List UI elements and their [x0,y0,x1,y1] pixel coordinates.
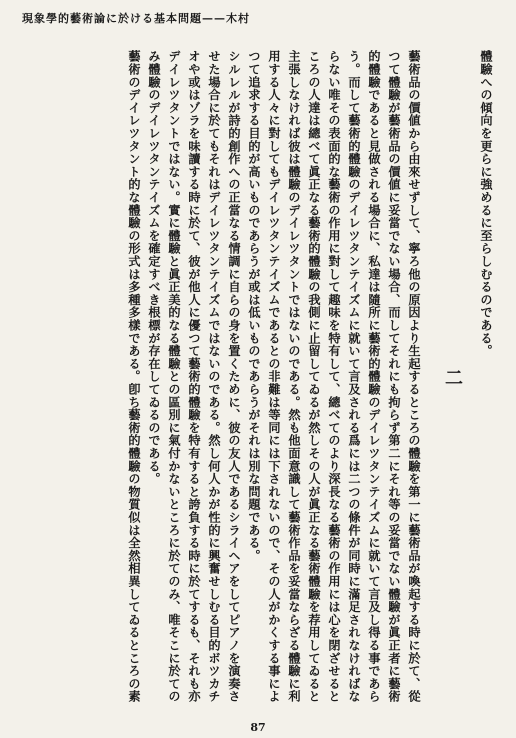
section-number: 二 [442,368,463,387]
paragraph-3: 藝術のデイレツタント的な體驗の形式は多種多樣である。卽ち藝術的體驗の物質似は全然相異してゐるところの素 [127,50,141,703]
page-number: 87 [250,721,266,734]
paragraph-intro: 體驗への傾向を更らに強めるに至らしむるのである。 [479,50,493,358]
paragraph-1: 藝術品の價値から由來せずして、寧ろ他の原因より生起するところの體驗を第一に藝術品が喚起する時に於て、從つて體驗が藝術品の價値に妥當でない場合、而してそれにも拘らず第二にそれ等の妥當でない體驗が眞正者に藝術的體驗であると見做される場合に、私達は隨所に藝術的體驗のデイレツタンテイズムに就いて言及し得る事であらう。而して藝術的體驗のデイレツタンテイズムに就いて言及される爲には二つの條件が同時に滿足されなければならない唯その表面的な藝術の作用に對して趣味を特有して、總べてのより深長なる藝術の作用には心を閉ざせるところの人達は總べて眞正なる藝術的體驗の我側に止留してゐるが然しその人が眞正なる藝術體驗を荐用してゐると主張しなければ彼は體驗のデイレツタントではないのである。然も他面意識して藝術作品を妥當ならざる體驗に利用する人々に對してもデイレツタンテイズムであるとの非難は等同には下されないので、その人がかくする事によつて追求する目的が高いものであらうが或は低いものであらうがそれは別な問題である。 [247,50,421,703]
running-header: 現象學的藝術論に於ける基本問題——木村 [22,12,250,25]
vertical-body-text [22,50,496,705]
paragraph-2: シルレルが詩的創作への正當なる情調に自らの身を置くために、彼の友人であるシライヘアをしてピアノを演奏させた場合に於てもそれはデイレツタンテイズムではないのである。然し何人かが性的に興奮せしむる目的ボツカチオや或はゾラを味讀する時に於て、彼が他人に優つて藝術的體驗を特有すると誇負する時に於てするも、それも亦デイレツタントではない。實に體驗と眞正美的なる體驗との區別に氣付かないところに於てのみ、唯そこに於てのみ體驗のデイレツタンテイズムを確定すべき根標が存在してゐるのである。 [147,50,241,703]
